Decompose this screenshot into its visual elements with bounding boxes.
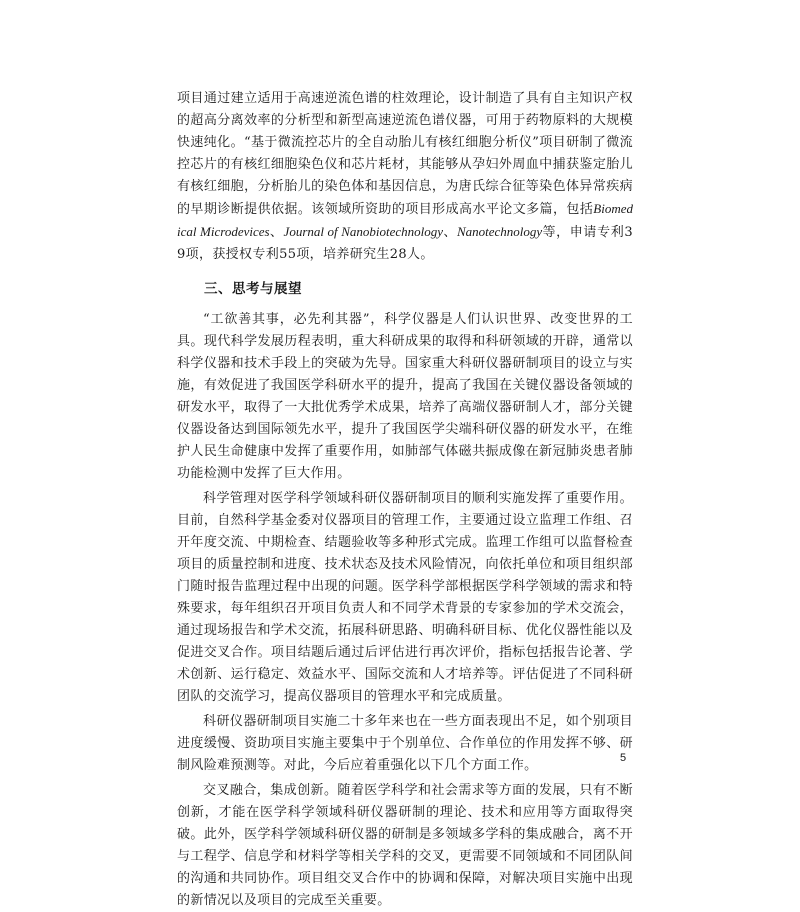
document-page [177, 88, 633, 912]
body-paragraph-2: 科学管理对医学科学领域科研仪器研制项目的顺利实施发挥了重要作用。目前，自然科学基金委对仪器项目的管理工作，主要通过设立监理工作组、召开年度交流、中期检查、结题验收等多种形式完成。监理工作组可以监督检查项目的质量控制和进度、技术状态及技术风险情况，向依托单位和项目组织部门随时报告监理过程中出现的问题。医学科学部根据医学科学领域的需求和特殊要求，每年组织召开项目负责人和不同学术背景的专家参加的学术交流会，通过现场报告和学术交流，拓展科研思路、明确科研目标、优化仪器性能以及促进交叉合作。项目结题后通过后评估进行再次评价，指标包括报告论著、学术创新、运行稳定、效益水平、国际交流和人才培养等。评估促进了不同科研团队的交流学习，提高仪器项目的管理水平和完成质量。 [177, 491, 633, 704]
section-heading: 三、思考与展望 [204, 281, 302, 297]
intro-text-b: 等，申请专利39项，获授权专利55项，培养研究生28人。 [177, 225, 633, 262]
intro-paragraph [177, 88, 633, 266]
body-paragraph-1: “工欲善其事，必先利其器”，科学仪器是人们认识世界、改变世界的工具。现代科学发展历程表明，重大科研成果的取得和科研领域的开辟，通常以科学仪器和技术手段上的突破为先导。国家重大科研仪器研制项目的设立与实施，有效促进了我国医学科研水平的提升，提高了我国在关键仪器设备领域的研发水平，取得了一大批优秀学术成果，培养了高端仪器研制人才，部分关键仪器设备达到国际领先水平，提升了我国医学尖端科研仪器的研发水平，在维护人民生命健康中发挥了重要作用，如肺部气体磁共振成像在新冠肺炎患者肺功能检测中发挥了巨大作用。 [177, 312, 633, 481]
intro-text-a: 项目通过建立适用于高速逆流色谱的柱效理论，设计制造了具有自主知识产权的超高分离效率的分析型和新型高速逆流色谱仪器，可用于药物原料的大规模快速纯化。“基于微流控芯片的全自动胎儿有核红细胞分析仪”项目研制了微流控芯片的有核红细胞染色仪和芯片耗材，其能够从孕妇外周血中捕获鉴定胎儿有核红细胞，分析胎儿的染色体和基因信息，为唐氏综合征等染色体异常疾病的早期诊断提供依据。该领域所资助的项目形成高水平论文多篇，包括 [177, 91, 633, 217]
journal-name: Nanotechnology [456, 224, 543, 239]
journal-name: Biomedical Microdevices [177, 201, 633, 239]
separator: 、 [443, 225, 457, 240]
separator: 、 [269, 225, 284, 240]
body-paragraph-4: 交叉融合，集成创新。随着医学科学和社会需求等方面的发展，只有不断创新，才能在医学科学领域科研仪器研制的理论、技术和应用等方面取得突破。此外，医学科学领域科研仪器的研制是多领域多学科的集成融合，离不开与工程学、信息学和材料学等相关学科的交叉，更需要不同领域和不同团队间的沟通和共同协作。项目组交叉合作中的协调和保障，对解决项目实施中出现的新情况以及项目的完成至关重要。 [177, 783, 633, 908]
body-paragraph-3: 科研仪器研制项目实施二十多年来也在一些方面表现出不足，如个别项目进度缓慢、资助项目实施主要集中于个别单位、合作单位的作用发挥不够、研制风险难预测等。对此，今后应着重强化以下几个方面工作。 [177, 714, 633, 773]
page-number: 5 [620, 752, 627, 764]
journal-name: Journal of Nanobiotechnology [283, 224, 444, 239]
